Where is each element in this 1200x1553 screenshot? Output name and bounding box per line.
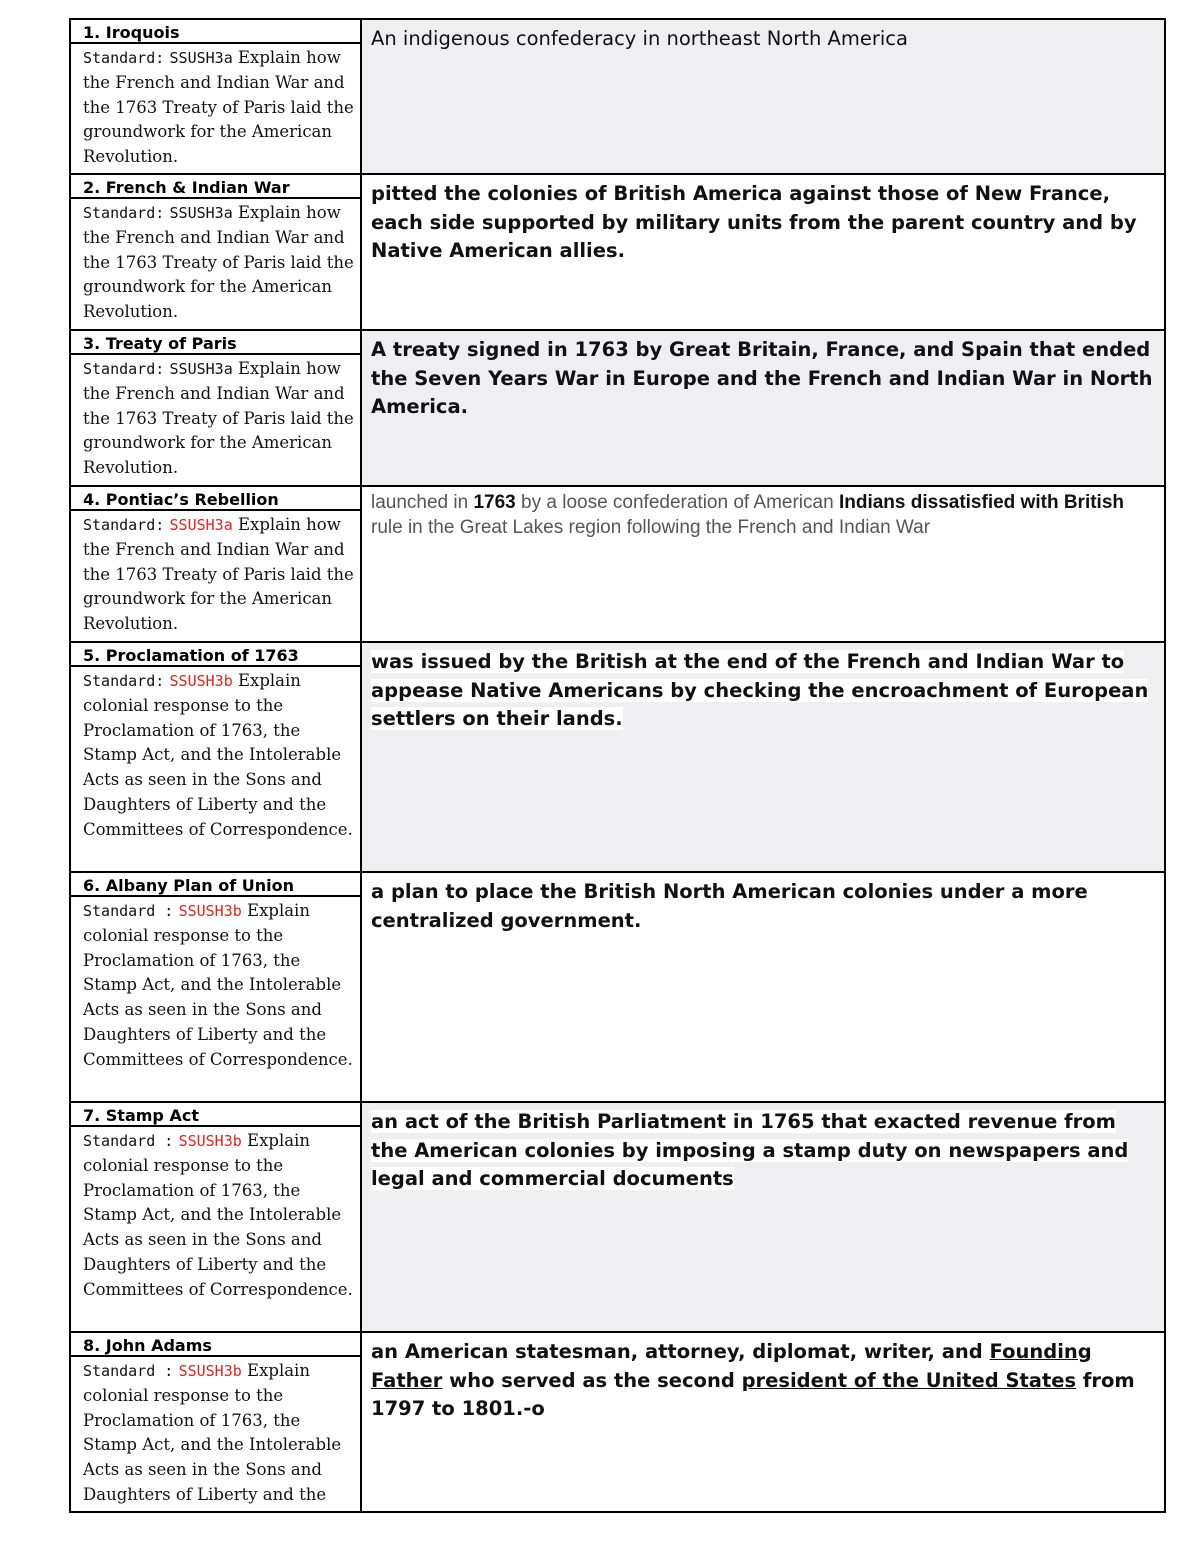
definition-text: was issued by the British at the end of the French and Indian War to appease Native Americans by checking the encroachment of European settlers on their lands. [371,650,1149,730]
standard-label: Standard : [83,1132,174,1150]
standard-label: Standard: [83,204,165,222]
term-cell [70,19,361,174]
standard-text [71,1357,360,1508]
standard-label: Standard: [83,360,165,378]
table-row [70,1102,1165,1332]
standard-code: SSUSH3b [178,1132,242,1150]
definition-text: pitted the colonies of British America against those of New France, each side supported by military units from the parent country and by Native American allies. [371,182,1137,262]
standard-label: Standard: [83,672,165,690]
term-title: 2. French & Indian War [71,175,360,199]
definition-cell [361,330,1165,486]
definition-text: a plan to place the British North American colonies under a more centralized government. [371,880,1088,932]
definition-cell [361,174,1165,330]
term-cell [70,872,361,1102]
standard-code: SSUSH3a [169,360,233,378]
standard-code: SSUSH3a [169,516,233,534]
definition-cell [361,486,1165,642]
table-row [70,330,1165,486]
definition-text: A treaty signed in 1763 by Great Britain, France, and Spain that ended the Seven Years War in Europe and the French and Indian War in North America. [371,338,1153,418]
standard-description: Explain how the French and Indian War and the 1763 Treaty of Paris laid the groundwork for the American Revolution. [83,48,354,167]
definition-text: an act of the British Parliatment in 1765 that exacted revenue from the American colonies by imposing a stamp duty on newspapers and legal and commercial documents [371,1110,1129,1190]
standard-code: SSUSH3b [169,672,233,690]
definition-text: An indigenous confederacy in northeast North America [371,27,908,50]
president-link[interactable]: president of the United States [741,1368,1077,1392]
standard-text [71,897,360,1073]
term-cell [70,1102,361,1332]
standard-text [71,199,360,325]
standard-code: SSUSH3a [169,49,233,67]
definition-cell [361,1102,1165,1332]
standard-text [71,355,360,481]
definition-cell [361,642,1165,872]
standard-description: Explain colonial response to the Proclamation of 1763, the Stamp Act, and the Intolerable Acts as seen in the Sons and Daughters of Liberty and the Committees of Correspondence. [83,671,353,839]
vocabulary-table [69,18,1166,1513]
table-row [70,174,1165,330]
standard-text [71,511,360,637]
term-title: 8. John Adams [71,1333,360,1357]
standard-label: Standard : [83,1362,174,1380]
standard-text [71,1127,360,1303]
table-row [70,872,1165,1102]
term-cell [70,486,361,642]
term-cell [70,330,361,486]
term-title: 1. Iroquois [71,20,360,44]
standard-code: SSUSH3b [178,902,242,920]
standard-description: Explain colonial response to the Proclamation of 1763, the Stamp Act, and the Intolerable Acts as seen in the Sons and Daughters of Liberty and the Committees of Correspondence. [83,901,353,1069]
standard-description: Explain colonial response to the Proclamation of 1763, the Stamp Act, and the Intolerable Acts as seen in the Sons and Daughters of Liberty and the [83,1361,342,1504]
standard-label: Standard: [83,49,165,67]
table-row [70,19,1165,174]
term-title: 5. Proclamation of 1763 [71,643,360,667]
standard-description: Explain how the French and Indian War and the 1763 Treaty of Paris laid the groundwork for the American Revolution. [83,203,354,322]
term-title: 6. Albany Plan of Union [71,873,360,897]
table-row [70,486,1165,642]
term-title: 7. Stamp Act [71,1103,360,1127]
standard-code: SSUSH3a [169,204,233,222]
term-cell [70,1332,361,1512]
standard-text [71,667,360,843]
term-title: 4. Pontiac’s Rebellion [71,487,360,511]
term-cell [70,174,361,330]
standard-description: Explain how the French and Indian War and the 1763 Treaty of Paris laid the groundwork for the American Revolution. [83,515,354,634]
standard-description: Explain how the French and Indian War and the 1763 Treaty of Paris laid the groundwork for the American Revolution. [83,359,354,478]
standard-code: SSUSH3b [178,1362,242,1380]
definition-cell [361,19,1165,174]
standard-label: Standard: [83,516,165,534]
definition-text: launched in 1763 by a loose confederation of American Indians dissatisfied with British rule in the Great Lakes region following the French and Indian War [371,492,1124,538]
term-title: 3. Treaty of Paris [71,331,360,355]
founding-father-link[interactable]: Founding Father [371,1340,1092,1392]
standard-description: Explain colonial response to the Proclamation of 1763, the Stamp Act, and the Intolerable Acts as seen in the Sons and Daughters of Liberty and the Committees of Correspondence. [83,1131,353,1299]
definition-text: an American statesman, attorney, diplomat, writer, and Founding Father who served as the second president of the United States from 1797 to 1801.-o [371,1340,1135,1420]
definition-cell [361,1332,1165,1512]
standard-text [71,44,360,170]
table-row [70,642,1165,872]
term-cell [70,642,361,872]
standard-label: Standard : [83,902,174,920]
definition-cell [361,872,1165,1102]
table-row [70,1332,1165,1512]
